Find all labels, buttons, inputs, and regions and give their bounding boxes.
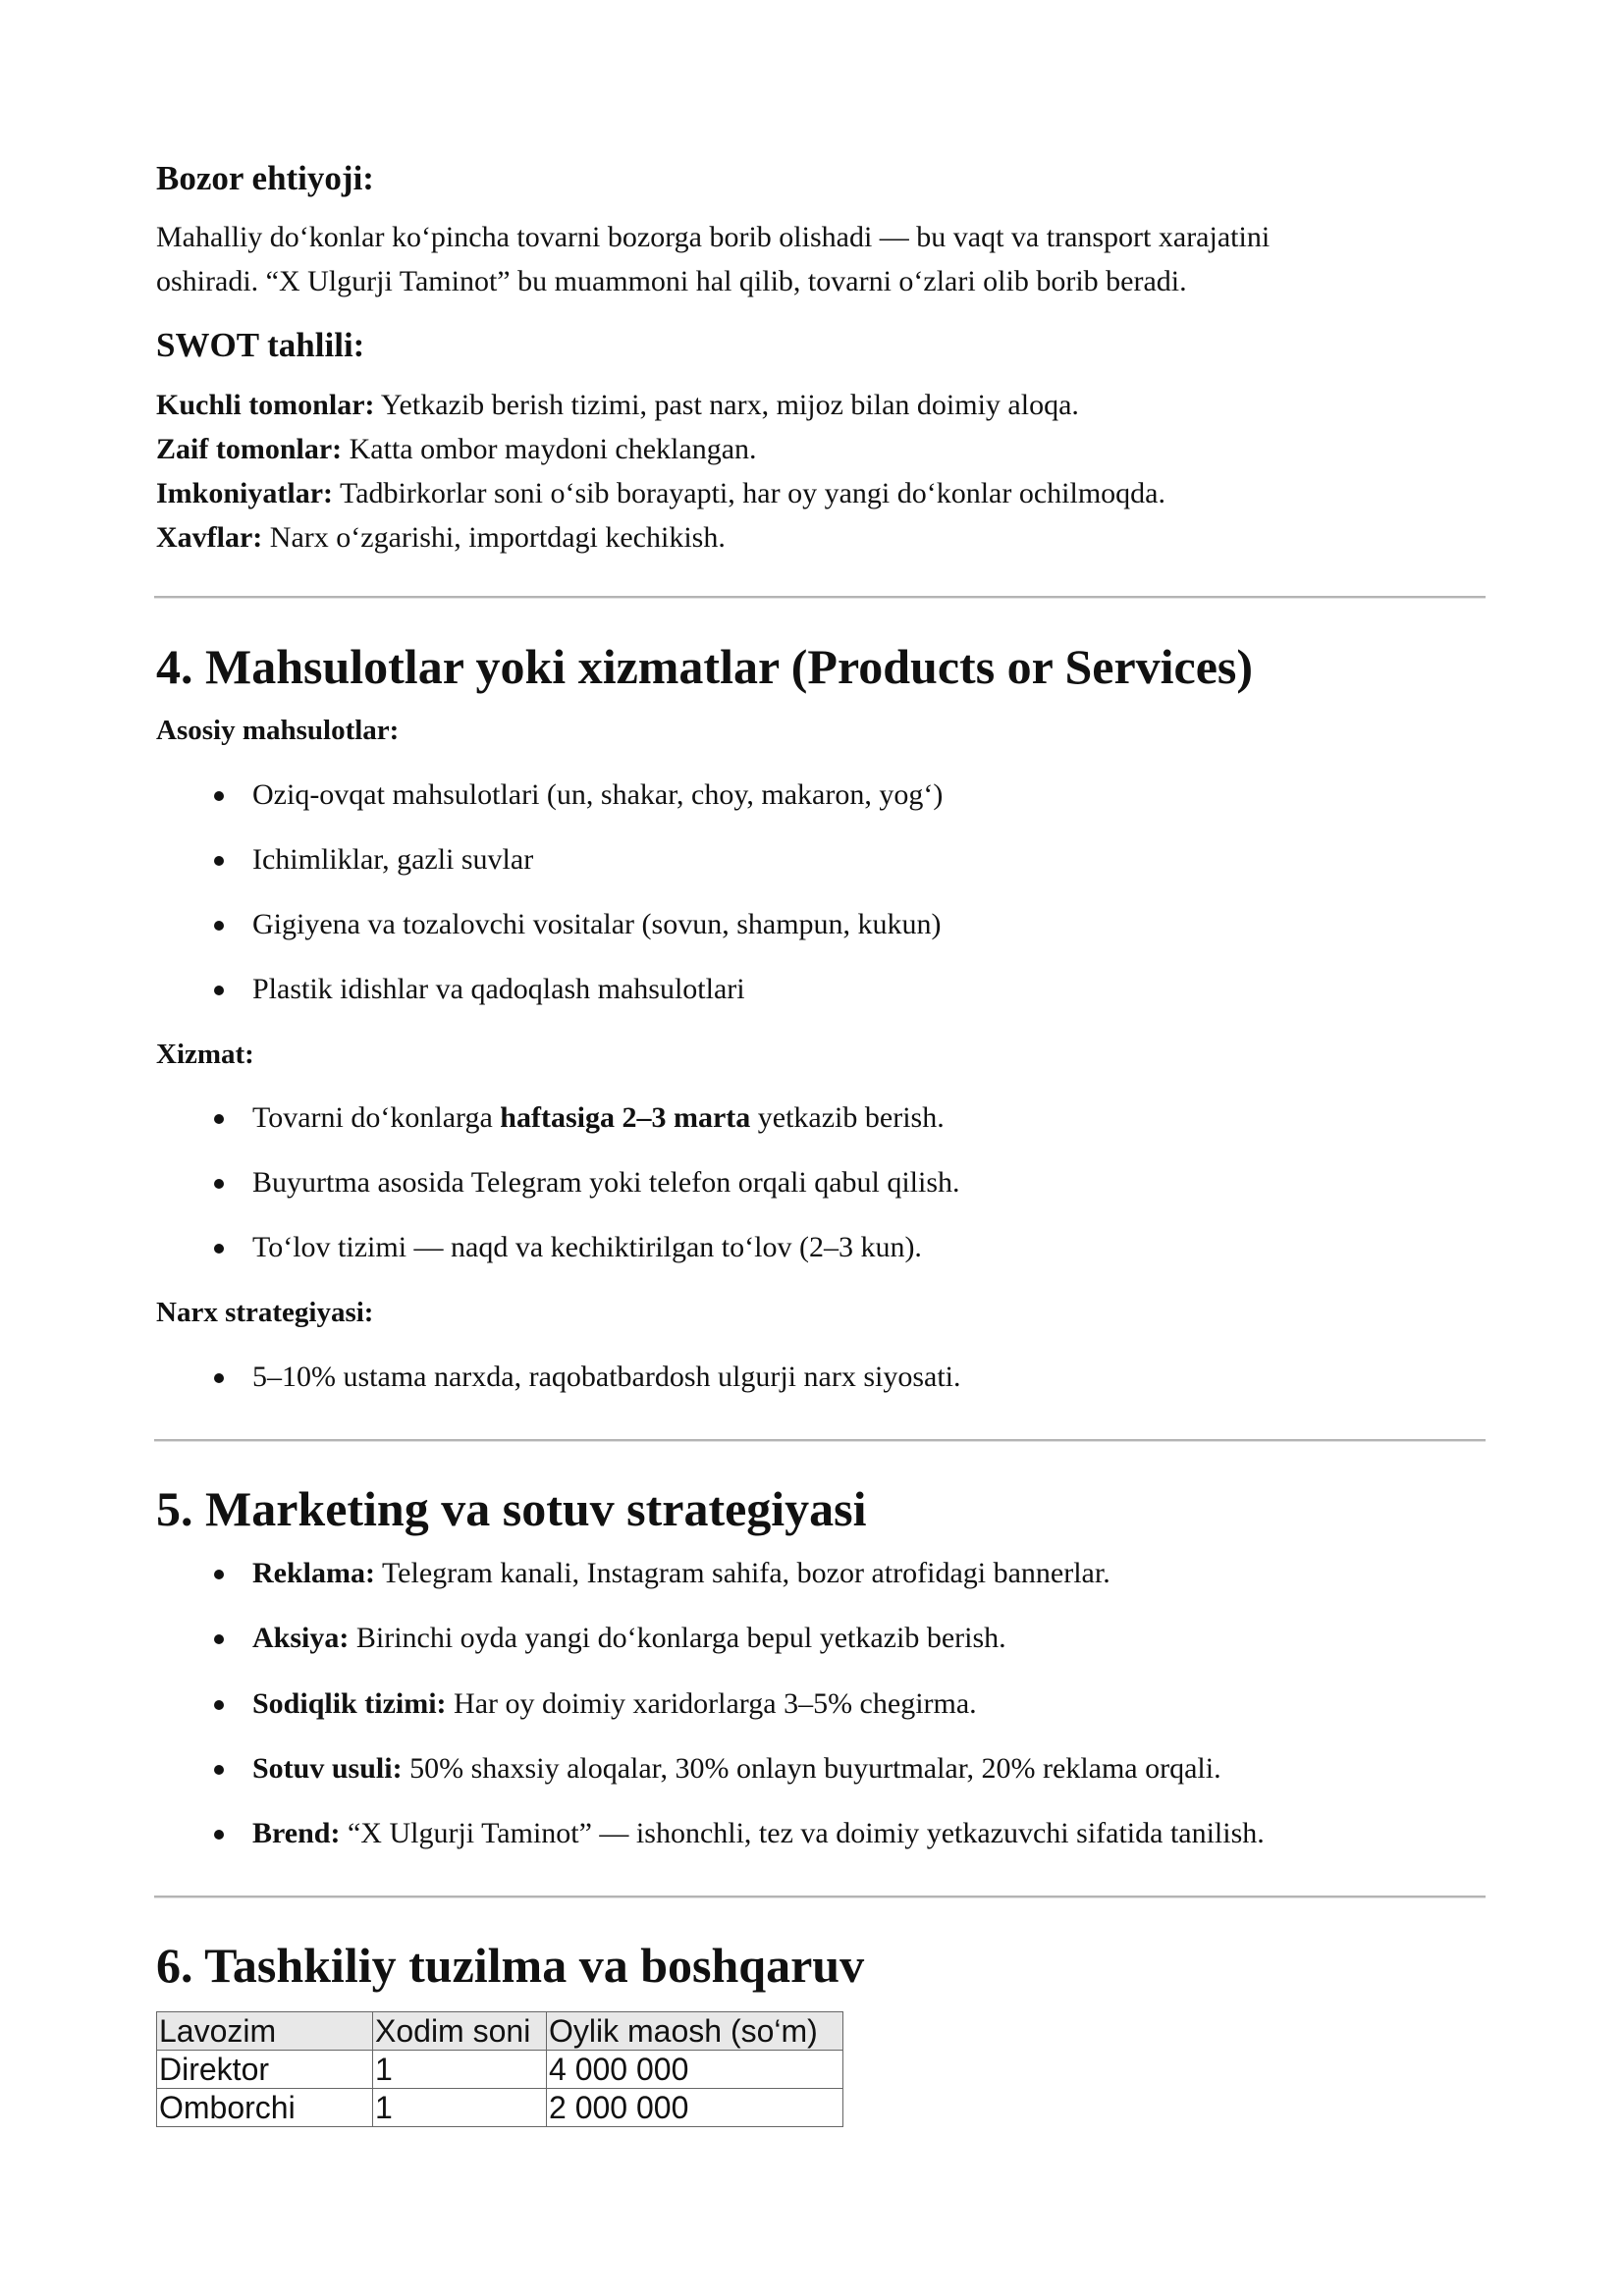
service-text: yetkazib berish.	[750, 1101, 945, 1134]
table-cell: 1	[373, 2089, 547, 2127]
section-divider	[154, 596, 1486, 599]
section-divider	[154, 1439, 1486, 1442]
service-item: Buyurtma asosida Telegram yoki telefon orqali qabul qilish.	[252, 1163, 960, 1202]
market-need-heading: Bozor ehtiyoji:	[156, 159, 374, 197]
swot-opportunities	[156, 471, 1165, 515]
swot-label: Xavflar:	[156, 521, 263, 554]
staff-table	[156, 2011, 843, 2127]
table-cell: 1	[373, 2051, 547, 2089]
marketing-text: Birinchi oyda yangi do‘konlarga bepul yetkazib berish.	[349, 1622, 1006, 1654]
swot-text: Narx o‘zgarishi, importdagi kechikish.	[262, 521, 726, 554]
swot-heading: SWOT tahlili:	[156, 326, 365, 364]
swot-text: Yetkazib berish tizimi, past narx, mijoz bilan doimiy aloqa.	[374, 389, 1079, 421]
table-row	[157, 2051, 843, 2089]
pricing-item: 5–10% ustama narxda, raqobatbardosh ulgurji narx siyosati.	[252, 1358, 961, 1397]
marketing-item	[252, 1814, 1265, 1853]
product-item: Ichimliklar, gazli suvlar	[252, 840, 533, 880]
service-item: To‘lov tizimi — naqd va kechiktirilgan to‘lov (2–3 kun).	[252, 1228, 922, 1267]
marketing-text: Har oy doimiy xaridorlarga 3–5% chegirma.	[446, 1687, 977, 1720]
marketing-item	[252, 1619, 1006, 1658]
service-frequency: haftasiga 2–3 marta	[500, 1101, 751, 1134]
swot-text: Tadbirkorlar soni o‘sib borayapti, har oy yangi do‘konlar ochilmoqda.	[333, 477, 1165, 509]
section-divider	[154, 1896, 1486, 1898]
table-header-cell: Xodim soni	[373, 2012, 547, 2051]
service-heading: Xizmat:	[156, 1039, 254, 1070]
swot-text: Katta ombor maydoni cheklangan.	[342, 433, 757, 465]
marketing-item	[252, 1684, 977, 1724]
market-need-line-2: oshiradi. “X Ulgurji Taminot” bu muammoni hal qilib, tovarni o‘zlari olib borib beradi.	[156, 265, 1187, 297]
section-4-title: 4. Mahsulotlar yoki xizmatlar (Products or Services)	[156, 639, 1254, 694]
marketing-label: Reklama:	[252, 1557, 375, 1589]
service-item	[252, 1098, 945, 1138]
marketing-label: Brend:	[252, 1817, 341, 1849]
table-header-cell: Lavozim	[157, 2012, 373, 2051]
marketing-item	[252, 1554, 1110, 1593]
marketing-text: Telegram kanali, Instagram sahifa, bozor atrofidagi bannerlar.	[374, 1557, 1110, 1589]
marketing-label: Aksiya:	[252, 1622, 350, 1654]
product-item: Gigiyena va tozalovchi vositalar (sovun, shampun, kukun)	[252, 905, 942, 944]
marketing-text: 50% shaxsiy aloqalar, 30% onlayn buyurtmalar, 20% reklama orqali.	[402, 1752, 1221, 1785]
table-cell: 4 000 000	[547, 2051, 843, 2089]
section-6-title: 6. Tashkiliy tuzilma va boshqaruv	[156, 1938, 865, 1993]
products-heading: Asosiy mahsulotlar:	[156, 715, 400, 746]
table-cell: 2 000 000	[547, 2089, 843, 2127]
pricing-heading: Narx strategiyasi:	[156, 1297, 374, 1328]
swot-weaknesses	[156, 427, 757, 471]
table-cell: Direktor	[157, 2051, 373, 2089]
table-cell: Omborchi	[157, 2089, 373, 2127]
product-item: Plastik idishlar va qadoqlash mahsulotlari	[252, 970, 745, 1009]
marketing-label: Sodiqlik tizimi:	[252, 1687, 447, 1720]
swot-label: Imkoniyatlar:	[156, 477, 333, 509]
marketing-label: Sotuv usuli:	[252, 1752, 403, 1785]
swot-label: Kuchli tomonlar:	[156, 389, 375, 421]
service-text: Tovarni do‘konlarga	[252, 1101, 501, 1134]
product-item: Oziq-ovqat mahsulotlari (un, shakar, choy, makaron, yog‘)	[252, 775, 943, 815]
marketing-item	[252, 1749, 1221, 1789]
swot-label: Zaif tomonlar:	[156, 433, 343, 465]
table-header-row	[157, 2012, 843, 2051]
swot-strengths	[156, 383, 1079, 427]
table-row	[157, 2089, 843, 2127]
market-need-line-1: Mahalliy do‘konlar ko‘pincha tovarni bozorga borib olishadi — bu vaqt va transport xarajatini	[156, 221, 1271, 253]
marketing-text: “X Ulgurji Taminot” — ishonchli, tez va doimiy yetkazuvchi sifatida tanilish.	[340, 1817, 1265, 1849]
swot-threats	[156, 515, 726, 560]
section-5-title: 5. Marketing va sotuv strategiyasi	[156, 1481, 867, 1536]
table-header-cell: Oylik maosh (so‘m)	[547, 2012, 843, 2051]
